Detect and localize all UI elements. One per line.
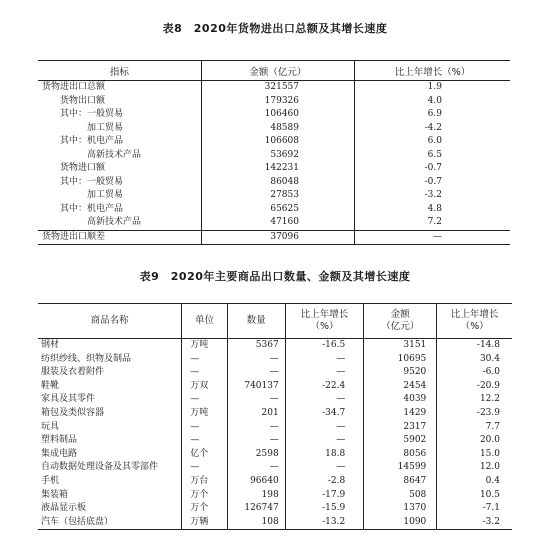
table9-cell-qty: — (227, 421, 285, 435)
table9-title: 表9 2020年主要商品出口数量、金额及其增长速度 (139, 270, 411, 283)
table8-label: 高新技术产品 (87, 149, 142, 160)
table8-label: 加工贸易 (87, 122, 124, 133)
table9-cell-unit: — (182, 353, 227, 367)
table9-cell-amount-growth: -7.1 (482, 503, 500, 514)
table9-cell-amount: 2317 (364, 421, 437, 435)
table8-prefix: 其中： (60, 176, 88, 187)
table9-cell-name: 纺织纱线、织物及制品 (38, 353, 182, 367)
table8-row (38, 216, 510, 230)
table9-row (38, 434, 512, 448)
table8-cell-amount: 106608 (201, 135, 354, 149)
table9-cell-amount: 3151 (364, 339, 437, 353)
table9-cell-name: 集装箱 (38, 489, 182, 503)
table8-cell-amount: 65625 (201, 203, 354, 217)
table9-cell-qty: 2598 (227, 448, 285, 462)
table9-cell-name: 集成电路 (38, 448, 182, 462)
table8-label: 货物进出口总额 (42, 82, 106, 92)
table9-cell-qty: — (227, 366, 285, 380)
table9-cell-amount: 8056 (364, 448, 437, 462)
table9-cell-qty-growth: -22.4 (285, 380, 364, 394)
table8-cell-indicator (38, 95, 201, 109)
table9-cell-qty-growth: — (285, 366, 364, 380)
table9-cell-amount-growth: -6.0 (482, 367, 500, 378)
table8-row (38, 189, 510, 203)
table9-cell-name: 鞋靴 (38, 380, 182, 394)
table8-label: 一般贸易 (87, 176, 124, 187)
table9-row (38, 380, 512, 394)
table9-cell-qty: 740137 (227, 380, 285, 394)
table9-header-amount-growth: 比上年增长 （%） (437, 304, 512, 339)
table9-cell-amount-growth: 20.0 (479, 435, 500, 446)
table9-header-qty: 数量 (227, 304, 285, 339)
table8-cell-indicator (38, 189, 201, 203)
table9-cell-name: 箱包及类似容器 (38, 407, 182, 421)
table8-cell-growth: 4.8 (427, 203, 442, 214)
table8-header-amount: 金额（亿元） (201, 61, 354, 81)
table9-cell-amount: 4039 (364, 393, 437, 407)
table8-cell-amount: 27853 (201, 189, 354, 203)
table8-header-row (38, 61, 510, 81)
table9-cell-qty: 5367 (227, 339, 285, 353)
table8-cell-amount: 53692 (201, 149, 354, 163)
table9-row (38, 489, 512, 503)
table8-label: 货物进口额 (60, 163, 106, 173)
table9-cell-qty-growth: -16.5 (285, 339, 364, 353)
table9-header-unit: 单位 (182, 304, 227, 339)
table9-cell-amount: 9520 (364, 366, 437, 380)
table8 (38, 60, 510, 245)
table9-cell-amount-growth: 7.7 (485, 421, 500, 432)
table8-cell-growth: -0.7 (424, 163, 442, 173)
table8-cell-growth: 6.0 (427, 136, 442, 146)
table9-cell-amount: 508 (364, 489, 437, 503)
table8-cell-indicator (38, 81, 201, 95)
table9-row (38, 516, 512, 530)
table9-cell-name: 液晶显示板 (38, 502, 182, 516)
table9-cell-name: 手机 (38, 475, 182, 489)
table9-cell-qty-growth: -15.9 (285, 502, 364, 516)
table8-cell-growth: 7.2 (427, 217, 442, 227)
table9-cell-unit: 万双 (182, 380, 227, 394)
table8-cell-growth: -0.7 (424, 176, 442, 187)
table9-cell-name: 家具及其零件 (38, 393, 182, 407)
table9-cell-qty: 126747 (227, 502, 285, 516)
table9-cell-qty-growth: — (285, 461, 364, 475)
table8-cell-indicator (38, 135, 201, 149)
table9-cell-qty: 198 (227, 489, 285, 503)
table8-cell-amount: 106460 (201, 108, 354, 122)
table8-row (38, 122, 510, 136)
table8-cell-amount: 37096 (201, 230, 354, 245)
table9-row (38, 502, 512, 516)
table9-cell-amount-growth: 10.5 (479, 489, 500, 500)
table9-cell-qty: — (227, 461, 285, 475)
table9-row (38, 393, 512, 407)
table9-header-row (38, 304, 512, 339)
table9-row (38, 353, 512, 367)
table8-cell-amount: 142231 (201, 162, 354, 176)
table9-cell-qty-growth: 18.8 (285, 448, 364, 462)
table9 (38, 303, 512, 530)
table9-cell-amount-growth: 15.0 (479, 448, 500, 459)
table9-cell-qty-growth: — (285, 434, 364, 448)
table9-cell-qty: — (227, 393, 285, 407)
table8-row (38, 230, 510, 245)
table8-label: 机电产品 (87, 136, 124, 146)
table8-row (38, 149, 510, 163)
table9-cell-amount: 1090 (364, 516, 437, 530)
table9-cell-amount: 5902 (364, 434, 437, 448)
table8-row (38, 162, 510, 176)
table9-row (38, 407, 512, 421)
table8-label: 加工贸易 (87, 190, 124, 200)
table9-row (38, 475, 512, 489)
table8-label: 高新技术产品 (87, 217, 142, 227)
table8-row (38, 95, 510, 109)
table9-cell-amount: 14599 (364, 461, 437, 475)
table9-cell-unit: — (182, 393, 227, 407)
table9-cell-qty-growth: — (285, 421, 364, 435)
table9-cell-name: 服装及衣着附件 (38, 366, 182, 380)
table8-row (38, 135, 510, 149)
table9-cell-name: 汽车（包括底盘） (38, 516, 182, 530)
table9-cell-amount-growth: -23.9 (476, 407, 500, 418)
table9-cell-unit: 万吨 (182, 339, 227, 353)
table9-cell-qty-growth: — (285, 353, 364, 367)
table8-cell-growth: 1.9 (427, 82, 442, 92)
table9-cell-unit: 万台 (182, 475, 227, 489)
table9-cell-unit: 万吨 (182, 407, 227, 421)
table9-cell-unit: 万个 (182, 489, 227, 503)
table8-cell-amount: 47160 (201, 216, 354, 230)
table9-cell-amount-growth: 0.4 (485, 475, 500, 486)
table9-header-qty-growth: 比上年增长 （%） (285, 304, 364, 339)
table9-cell-qty: — (227, 353, 285, 367)
table8-label: 一般贸易 (87, 109, 124, 119)
table9-cell-amount: 2454 (364, 380, 437, 394)
table8-cell-amount: 48589 (201, 122, 354, 136)
table8-row (38, 81, 510, 95)
table9-cell-unit: 亿个 (182, 448, 227, 462)
table9-cell-amount-growth: -20.9 (476, 380, 500, 391)
table9-cell-amount: 8647 (364, 475, 437, 489)
table9-cell-qty: 108 (227, 516, 285, 530)
table8-cell-growth: 6.9 (427, 109, 442, 119)
table8-label: 机电产品 (87, 203, 124, 214)
table8-row (38, 108, 510, 122)
table9-cell-qty: — (227, 434, 285, 448)
table9-cell-qty-growth: -17.9 (285, 489, 364, 503)
table9-cell-unit: — (182, 434, 227, 448)
table8-title: 表8 2020年货物进出口总额及其增长速度 (162, 22, 388, 35)
table8-cell-growth: -4.2 (424, 122, 442, 133)
table9-cell-unit: — (182, 366, 227, 380)
table8-cell-amount: 179326 (201, 95, 354, 109)
table9-cell-qty-growth: -13.2 (285, 516, 364, 530)
table8-row (38, 203, 510, 217)
table9-cell-amount: 1429 (364, 407, 437, 421)
table8-prefix: 其中： (60, 136, 88, 146)
table8-cell-indicator (38, 108, 201, 122)
table9-row (38, 448, 512, 462)
table9-cell-amount-growth: 12.0 (479, 462, 500, 473)
table8-prefix: 其中： (60, 109, 88, 119)
table8-cell-indicator (38, 176, 201, 190)
table8-cell-indicator (38, 230, 201, 245)
table9-header-name: 商品名称 (38, 304, 182, 339)
table8-header-growth: 比上年增长（%） (355, 61, 511, 81)
table8-label: 货物出口额 (60, 95, 106, 106)
table9-cell-name: 玩具 (38, 421, 182, 435)
table9-cell-amount: 1370 (364, 502, 437, 516)
table8-cell-growth: — (355, 230, 511, 245)
table8-cell-indicator (38, 203, 201, 217)
table8-header-indicator: 指标 (38, 61, 201, 81)
table9-cell-name: 塑料制品 (38, 434, 182, 448)
table9-cell-qty-growth: -2.8 (285, 475, 364, 489)
table9-header-amount: 金额 （亿元） (364, 304, 437, 339)
table8-cell-indicator (38, 149, 201, 163)
table9-cell-amount-growth: 12.2 (479, 394, 500, 405)
table9-cell-unit: — (182, 461, 227, 475)
table8-prefix: 其中： (60, 203, 88, 214)
table8-cell-growth: -3.2 (424, 190, 442, 200)
table8-cell-indicator (38, 162, 201, 176)
table9-row (38, 461, 512, 475)
table8-row (38, 176, 510, 190)
table8-cell-amount: 86048 (201, 176, 354, 190)
table8-cell-amount: 321557 (201, 81, 354, 95)
table9-row (38, 366, 512, 380)
table8-cell-indicator (38, 216, 201, 230)
table9-cell-amount-growth: -14.8 (476, 340, 500, 350)
table9-cell-name: 自动数据处理设备及其零部件 (38, 461, 182, 475)
table9-row (38, 421, 512, 435)
table9-cell-unit: — (182, 421, 227, 435)
table8-cell-growth: 4.0 (427, 95, 442, 106)
table9-cell-qty: 201 (227, 407, 285, 421)
table9-cell-name: 钢材 (38, 339, 182, 353)
table9-cell-qty-growth: — (285, 393, 364, 407)
table9-cell-unit: 万辆 (182, 516, 227, 530)
table9-cell-amount: 10695 (364, 353, 437, 367)
table9-cell-amount-growth: 30.4 (479, 353, 500, 364)
table9-cell-qty: 96640 (227, 475, 285, 489)
table9-cell-amount-growth: -3.2 (482, 516, 500, 527)
table9-row (38, 339, 512, 353)
table8-cell-indicator (38, 122, 201, 136)
table9-cell-unit: 万个 (182, 502, 227, 516)
table8-cell-growth: 6.5 (427, 149, 442, 160)
table8-label: 货物进出口顺差 (42, 231, 106, 242)
table9-cell-qty-growth: -34.7 (285, 407, 364, 421)
